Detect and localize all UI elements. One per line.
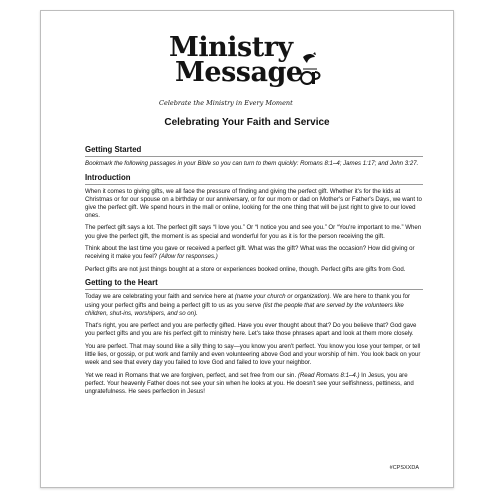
paragraph-text: Think about the last time you gave or received a perfect gift. What was the gift? What was the occasion? How did giving or receiving it make you feel? bbox=[85, 245, 415, 261]
instruction-text: Bookmark the following passages in your Bible so you can turn to them quickly: Romans 8:1–4; James 1:17; and John 3:27. bbox=[85, 160, 419, 167]
publisher-logo-icon bbox=[293, 51, 327, 87]
paragraph: The perfect gift says a lot. The perfect gift says “I love you.” Or “I notice you and see you.” Or “You're important to me.” When you give the perfect gift, the moment is as special and wonderful for you as it is for the person receiving the gift. bbox=[85, 224, 422, 240]
section-divider bbox=[85, 289, 423, 290]
document-body bbox=[85, 141, 423, 400]
instruction-text: (name your church or organization). bbox=[234, 293, 332, 301]
section-divider bbox=[85, 184, 423, 185]
section-heading-introduction: Introduction bbox=[85, 172, 131, 182]
logo-line-2: Message bbox=[175, 57, 303, 88]
tagline: Celebrate the Ministry in Every Moment bbox=[159, 99, 293, 107]
document-title: Celebrating Your Faith and Service bbox=[164, 117, 330, 128]
document-page bbox=[40, 10, 454, 488]
paragraph bbox=[85, 160, 423, 168]
logo-line-1: Ministry bbox=[169, 32, 293, 63]
section-heading-getting-started: Getting Started bbox=[85, 145, 142, 154]
paragraph-text: We are here to thank you for using your perfect gifts and being a perfect gift to us as you serve bbox=[85, 293, 411, 309]
paragraph bbox=[85, 293, 423, 317]
paragraph: That's right, you are perfect and you are perfectly gifted. Have you ever thought about that? Do you believe that? God gave you perfect gifts and you are his perfect gift to ministry here. Let's take those phrases apart and look at them more closely. bbox=[85, 322, 417, 338]
instruction-text: (Allow for responses.) bbox=[158, 253, 218, 261]
document-code: #CPSXXDA bbox=[389, 465, 419, 471]
section-divider bbox=[85, 156, 423, 157]
instruction-text: (Read Romans 8:1–4.) bbox=[297, 371, 360, 379]
paragraph: When it comes to giving gifts, we all face the pressure of finding and giving the perfect gift. Whether it's for the kids at Christmas or for our spouse on a birthday or our anniversary, or for our mom or dad on Mother's or Father's Days, we want to give the perfect gift. We spend hours in the mall or online, looking for the one thing that will be just right to give to our loved ones. bbox=[85, 187, 422, 219]
section-heading-heart: Getting to the Heart bbox=[85, 278, 158, 288]
paragraph-text: Yet we read in Romans that we are forgiven, perfect, and set free from our sin. bbox=[85, 371, 298, 379]
paragraph bbox=[85, 372, 423, 396]
logo-title bbox=[169, 32, 303, 88]
paragraph: Perfect gifts are not just things bought at a store or experiences booked online, though. Perfect gifts are gifts from God. bbox=[85, 265, 406, 273]
paragraph-text: Today we are celebrating your faith and service here at bbox=[85, 293, 235, 301]
instruction-text: (list the people that are served by the volunteers like children, shut-ins, worshipers, and so on). bbox=[85, 301, 404, 317]
paragraph: You are perfect. That may sound like a silly thing to say—you know you aren't perfect. You know you lose your temper, or tell little lies, or gossip, or put work and family and even volunteering above God and your worship of him. You look back on your week and see that every day you failed to love God and failed to love your neighbor. bbox=[85, 342, 421, 367]
paragraph bbox=[85, 245, 423, 261]
masthead bbox=[41, 21, 453, 109]
paragraph-text: In Jesus, you are perfect. Your heavenly Father does not see your sin when he looks at you. He doesn't see your selfishness, pettiness, and ungratefulness. He sees perfection in Jesus! bbox=[85, 371, 414, 395]
